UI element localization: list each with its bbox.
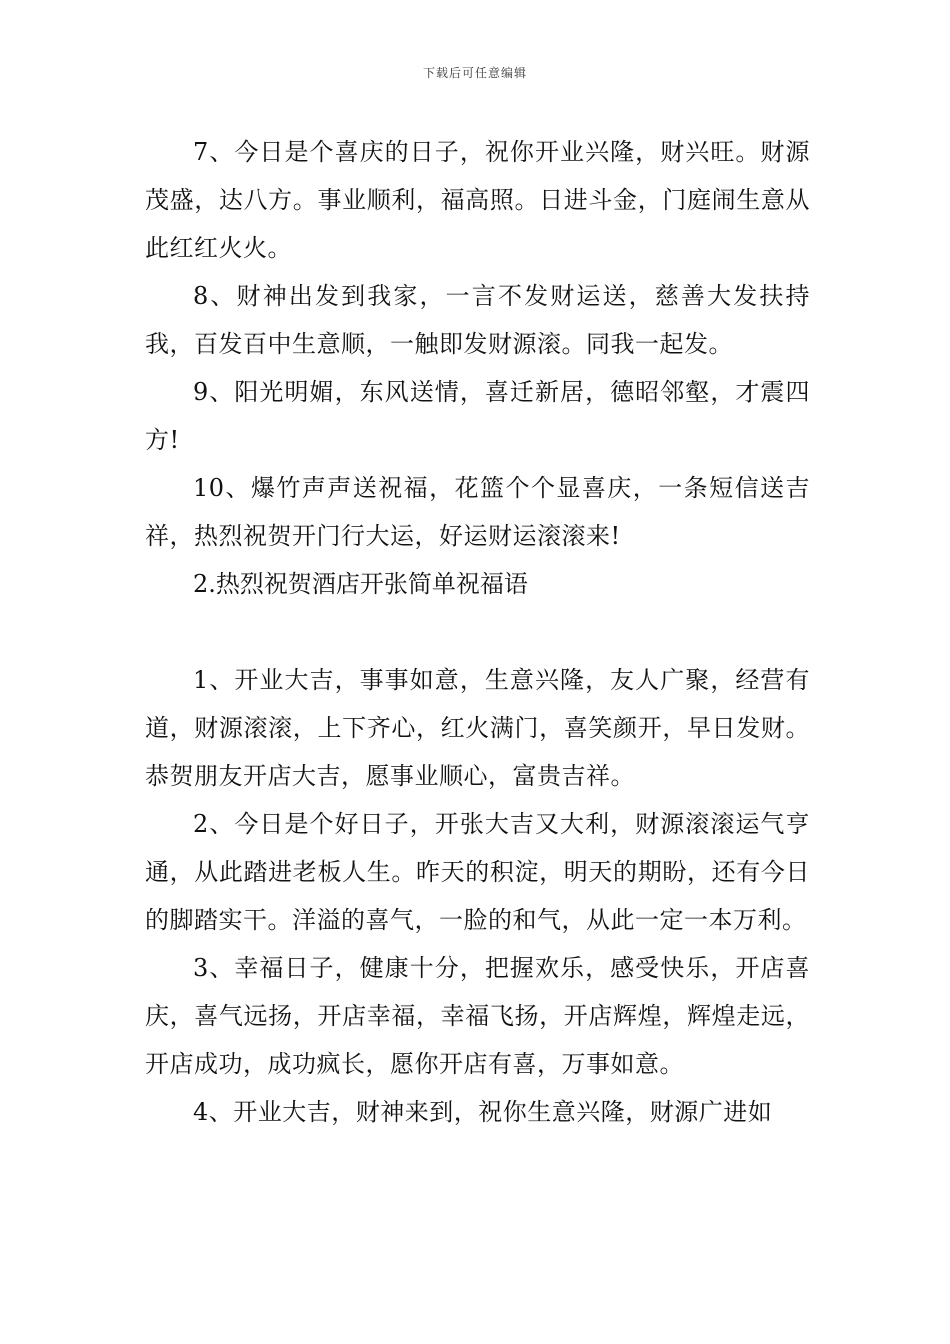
- blank-line: [145, 608, 810, 656]
- paragraph-10: 10、爆竹声声送祝福，花篮个个显喜庆，一条短信送吉祥，热烈祝贺开门行大运，好运财运滚滚来!: [145, 474, 810, 550]
- paragraph-7: 7、今日是个喜庆的日子，祝你开业兴隆，财兴旺。财源茂盛，达八方。事业顺利，福高照。日进斗金，门庭闹生意从此红红火火。: [145, 138, 810, 262]
- page-header: 下载后可任意编辑: [422, 66, 527, 80]
- paragraph-4: 4、开业大吉，财神来到，祝你生意兴隆，财源广进如: [193, 1098, 773, 1126]
- paragraph-3: 3、幸福日子，健康十分，把握欢乐，感受快乐，开店喜庆，喜气远扬，开店幸福，幸福飞扬，开店辉煌，辉煌走远，开店成功，成功疯长，愿你开店有喜，万事如意。: [145, 954, 810, 1078]
- paragraph-1: 1、开业大吉，事事如意，生意兴隆，友人广聚，经营有道，财源滚滚，上下齐心，红火满门，喜笑颜开，早日发财。恭贺朋友开店大吉，愿事业顺心，富贵吉祥。: [145, 666, 810, 790]
- paragraph-8: 8、财神出发到我家，一言不发财运送，慈善大发扶持我，百发百中生意顺，一触即发财源滚。同我一起发。: [145, 282, 810, 358]
- paragraph-9: 9、阳光明媚，东风送情，喜迁新居，德昭邻壑，才震四方!: [145, 378, 810, 454]
- document-body: [145, 128, 810, 1136]
- paragraph-2: 2、今日是个好日子，开张大吉又大利，财源滚滚运气亨通，从此踏进老板人生。昨天的积淀，明天的期盼，还有今日的脚踏实干。洋溢的喜气，一脸的和气，从此一定一本万利。: [145, 810, 810, 934]
- section-heading: 2.热烈祝贺酒店开张简单祝福语: [193, 570, 528, 598]
